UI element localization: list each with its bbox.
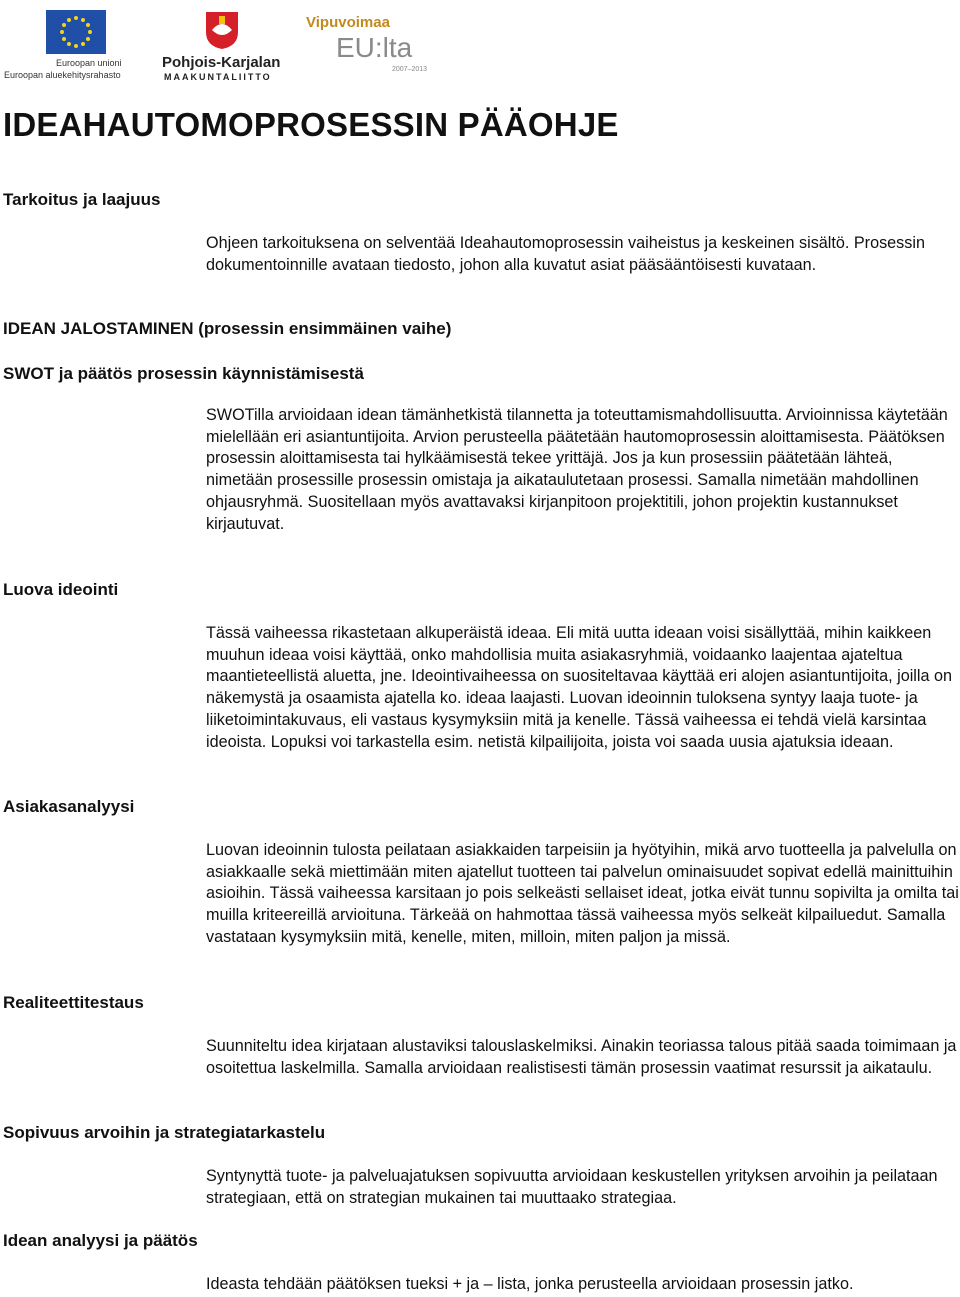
- vv-logo-line1: Vipuvoimaa: [306, 14, 390, 31]
- heading-idean-analyysi: Idean analyysi ja päätös: [3, 1231, 198, 1250]
- heading-luova-ideointi: Luova ideointi: [3, 580, 119, 599]
- heading-asiakasanalyysi: Asiakasanalyysi: [3, 797, 135, 816]
- eu-flag-icon: [46, 10, 106, 54]
- vipuvoimaa-logo: [300, 14, 440, 76]
- vv-logo-line2: EU:lta: [336, 32, 413, 63]
- para-idean-analyysi: Ideasta tehdään päätöksen tueksi + ja – lista, jonka perusteella arvioidaan prosessin jatko.: [206, 1275, 854, 1293]
- eu-logo-line2: Euroopan aluekehitysrahasto: [4, 70, 121, 80]
- para-sopivuus: Syntynyttä tuote- ja palveluajatuksen sopivuutta arvioidaan keskustellen yrityksen arvoihin ja peilataan strategiaan, että on strategian mukainen tai muuttaako strategiaa.: [206, 1167, 938, 1207]
- para-tarkoitus: Ohjeen tarkoituksena on selventää Ideahautomoprosessin vaiheistus ja keskeinen sisältö. Prosessin dokumentoinnille avataan tiedosto, johon alla kuvatut asiat pääsääntöisesti kuvataan.: [206, 234, 925, 274]
- para-realiteettitestaus: Suunniteltu idea kirjataan alustaviksi talouslaskelmiksi. Ainakin teoriassa talous pitää saada toimimaan ja osoitettua laskelmilla. Samalla arvioidaan realistisesti tämän prosessin vaatimat resurssit ja aikataulu.: [206, 1037, 957, 1077]
- para-asiakasanalyysi: Luovan ideoinnin tulosta peilataan asiakkaiden tarpeisiin ja hyötyihin, mikä arvo tuotteella ja palvelulla on asiakkaalle sekä miettimään miten ajatellut tuotteen tai palvelun ominaisuudet sopivat edellä mainittuihin asioihin. Tässä vaiheessa karsitaan jo pois selkeästi sellaiset ideat, jotka eivät tunnu sopivilta ja omilta tai muilla kriteereillä arvioituna. Tärkeää on hahmottaa tässä vaiheessa myös selkeät kilpailuedut. Samalla vastataan kysymyksiin mitä, kenelle, miten, milloin, miten paljon ja missä.: [206, 841, 959, 946]
- heading-idean-jalostaminen: IDEAN JALOSTAMINEN (prosessin ensimmäinen vaihe): [3, 319, 452, 338]
- pk-logo-line1: Pohjois-Karjalan: [162, 54, 281, 71]
- coat-of-arms-icon: [204, 10, 240, 50]
- eu-logo-line1: Euroopan unioni: [56, 58, 122, 68]
- pk-logo-line2: MAAKUNTALIITTO: [164, 72, 272, 82]
- para-swot: SWOTilla arvioidaan idean tämänhetkistä tilannetta ja toteuttamismahdollisuutta. Arvioinnissa käytetään mielellään eri asiantuntijoita. Arvion perusteella päätetään hautomoprosessin aloittamisesta. Päätöksen prosessin aloittamisesta tai hylkäämisestä tekee yrittäjä. Jos ja kun prosessiin päätetään lähteä, nimetään prosessille prosessin omistaja ja aikataulutetaan prosessi. Samalla nimetään mahdollinen ohjausryhmä. Suositellaan myös avattavaksi kirjanpitoon projektitili, johon projektin kustannukset kirjautuvat.: [206, 406, 948, 533]
- eu-logo: [4, 10, 154, 82]
- heading-realiteettitestaus: Realiteettitestaus: [3, 993, 144, 1012]
- heading-swot: SWOT ja päätös prosessin käynnistämisestä: [3, 364, 364, 383]
- vv-logo-years: 2007–2013: [392, 66, 428, 73]
- para-luova-ideointi: Tässä vaiheessa rikastetaan alkuperäistä ideaa. Eli mitä uutta ideaan voisi sisällyttää, mihin kaikkeen muuhun ideaa voisi käyttää, onko mahdollisia muita asiakasryhmiä, voidaanko laajentaa ajateltua maantieteellistä aluetta, jne. Ideointivaiheessa on suositeltavaa käyttää eri alojen asiantuntijoita, joilla on näkemystä ja osaamista ajatella ko. ideaa laajasti. Luovan ideoinnin tuloksena syntyy laaja tuote- ja liiketoimintakuvaus, eli vastaus kysymyksiin mitä ja kenelle. Tässä vaiheessa ei tehdä vielä karsintaa ideoista. Lopuksi voi tarkastella esim. netistä kilpailijoita, joista voi saada uusia ajatuksia ideaan.: [206, 624, 952, 751]
- heading-sopivuus: Sopivuus arvoihin ja strategiatarkastelu: [3, 1123, 326, 1142]
- page-title: IDEAHAUTOMOPROSESSIN PÄÄOHJE: [3, 106, 619, 143]
- heading-tarkoitus: Tarkoitus ja laajuus: [3, 190, 161, 209]
- logo-bar: [0, 0, 960, 90]
- pohjois-karjala-logo: [162, 10, 287, 82]
